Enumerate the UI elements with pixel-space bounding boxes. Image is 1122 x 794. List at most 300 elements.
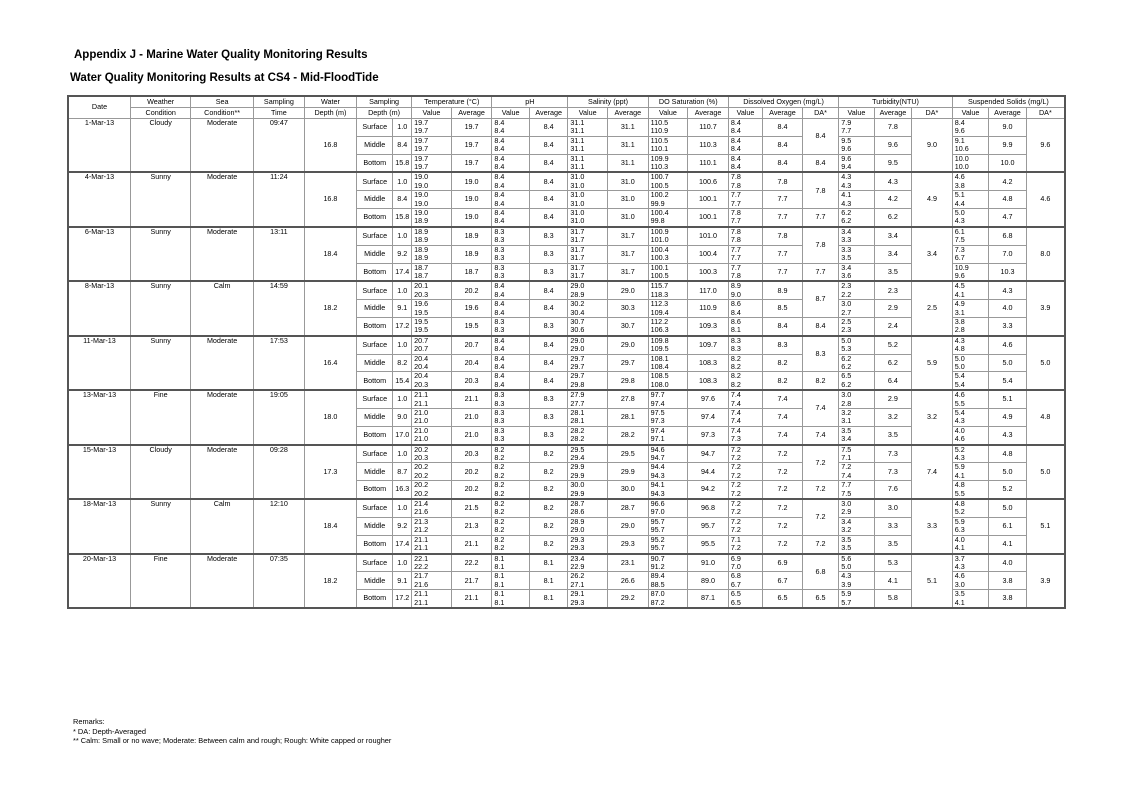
do-saturation-average: 109.7 bbox=[688, 336, 729, 354]
do-saturation-value-2: 94.7 bbox=[650, 453, 665, 463]
do-saturation-average: 97.4 bbox=[688, 409, 729, 427]
turbidity-value-2: 2.2 bbox=[841, 289, 852, 299]
do-saturation-value-1: 100.1 bbox=[650, 263, 669, 272]
ph-average: 8.2 bbox=[529, 445, 568, 463]
turbidity-value-1: 7.9 bbox=[841, 118, 852, 127]
level-name-cell: Middle bbox=[356, 572, 392, 590]
turbidity-values bbox=[839, 463, 874, 481]
level-name-cell: Bottom bbox=[356, 590, 392, 608]
do-saturation-values bbox=[648, 554, 688, 572]
do-saturation-value-2: 100.5 bbox=[650, 180, 669, 190]
dissolved-oxygen-value-2: 9.0 bbox=[730, 289, 741, 299]
do-saturation-values bbox=[648, 499, 688, 517]
suspended-solids-average: 4.7 bbox=[989, 209, 1026, 227]
temperature-values bbox=[412, 317, 452, 335]
suspended-solids-value-1: 9.1 bbox=[954, 136, 965, 145]
date-cell: 4-Mar-13 bbox=[68, 172, 130, 226]
suspended-solids-value-1: 5.1 bbox=[954, 190, 965, 200]
salinity-values bbox=[568, 590, 608, 608]
salinity-values bbox=[568, 209, 608, 227]
level-name-cell: Middle bbox=[356, 517, 392, 535]
salinity-average: 28.1 bbox=[608, 409, 649, 427]
temperature-value-2: 18.9 bbox=[414, 235, 429, 245]
temperature-value-2: 19.0 bbox=[414, 180, 429, 190]
suspended-solids-value-2: 5.4 bbox=[954, 379, 965, 389]
salinity-values bbox=[568, 300, 608, 318]
ph-average: 8.3 bbox=[529, 245, 568, 263]
ph-average: 8.2 bbox=[529, 517, 568, 535]
suspended-solids-value-1: 7.3 bbox=[954, 245, 965, 254]
temperature-value-2: 18.9 bbox=[414, 216, 429, 226]
water-depth-cell: 17.3 bbox=[304, 445, 356, 499]
do-saturation-values bbox=[648, 136, 688, 154]
temperature-average: 19.6 bbox=[451, 300, 492, 318]
temperature-value-2: 20.4 bbox=[414, 361, 429, 371]
suspended-solids-value-2: 4.3 bbox=[954, 416, 965, 426]
salinity-average: 30.7 bbox=[608, 317, 649, 335]
salinity-average: 31.7 bbox=[608, 227, 649, 245]
salinity-value-1: 28.7 bbox=[570, 499, 585, 509]
suspended-solids-average: 9.0 bbox=[989, 119, 1026, 137]
level-name-cell: Middle bbox=[356, 354, 392, 372]
turbidity-values bbox=[839, 336, 874, 354]
suspended-solids-average: 10.0 bbox=[989, 154, 1026, 172]
header-sub-19: DA* bbox=[912, 108, 953, 119]
turbidity-value-2: 6.2 bbox=[841, 216, 852, 226]
ph-value-1: 8.2 bbox=[494, 462, 505, 472]
suspended-solids-value-1: 5.9 bbox=[954, 517, 965, 526]
weather-cell: Sunny bbox=[130, 281, 190, 335]
ph-value-2: 8.4 bbox=[494, 379, 505, 389]
ph-value-1: 8.1 bbox=[494, 553, 505, 563]
temperature-values bbox=[412, 245, 452, 263]
ph-values bbox=[492, 390, 529, 408]
ph-value-2: 8.4 bbox=[494, 198, 505, 208]
suspended-solids-value-2: 3.8 bbox=[954, 180, 965, 190]
salinity-value-1: 30.0 bbox=[570, 480, 585, 490]
dissolved-oxygen-value-2: 8.4 bbox=[730, 162, 741, 172]
header-sub-5: Depth (m) bbox=[356, 108, 411, 119]
ph-value-2: 8.3 bbox=[494, 325, 505, 335]
dissolved-oxygen-average: 8.9 bbox=[763, 281, 803, 299]
do-saturation-value-1: 112.3 bbox=[650, 299, 669, 309]
table-title: Water Quality Monitoring Results at CS4 - Mid-FloodTide bbox=[70, 72, 379, 84]
suspended-solids-value-1: 4.3 bbox=[954, 335, 965, 345]
dissolved-oxygen-average: 7.4 bbox=[763, 426, 803, 444]
level-name-cell: Surface bbox=[356, 390, 392, 408]
salinity-value-1: 31.7 bbox=[570, 263, 585, 272]
do-depth-averaged: 8.7 bbox=[802, 281, 838, 317]
do-saturation-value-1: 89.4 bbox=[650, 571, 665, 581]
temperature-value-2: 18.7 bbox=[414, 270, 429, 280]
do-saturation-average: 87.1 bbox=[688, 590, 729, 608]
dissolved-oxygen-value-1: 7.2 bbox=[730, 444, 741, 454]
level-depth-cell: 17.4 bbox=[393, 535, 412, 553]
header-salinity: Salinity (ppt) bbox=[568, 96, 648, 108]
dissolved-oxygen-average: 8.4 bbox=[763, 119, 803, 137]
table-row bbox=[68, 499, 1065, 517]
salinity-value-1: 31.0 bbox=[570, 190, 585, 200]
level-name-cell: Bottom bbox=[356, 481, 392, 499]
dissolved-oxygen-value-1: 7.2 bbox=[730, 517, 741, 526]
suspended-solids-values bbox=[952, 354, 988, 372]
do-bottom-da: 7.2 bbox=[802, 535, 838, 553]
salinity-average: 31.1 bbox=[608, 136, 649, 154]
do-bottom-da: 8.4 bbox=[802, 154, 838, 172]
ph-average: 8.4 bbox=[529, 154, 568, 172]
do-saturation-average: 94.2 bbox=[688, 481, 729, 499]
suspended-solids-values bbox=[952, 317, 988, 335]
ph-value-2: 8.2 bbox=[494, 543, 505, 553]
suspended-solids-average: 4.8 bbox=[989, 191, 1026, 209]
ph-values bbox=[492, 119, 529, 137]
turbidity-value-2: 3.2 bbox=[841, 525, 852, 535]
do-saturation-values bbox=[648, 590, 688, 608]
temperature-value-2: 21.1 bbox=[414, 543, 429, 553]
ph-average: 8.3 bbox=[529, 227, 568, 245]
do-bottom-da: 7.4 bbox=[802, 426, 838, 444]
salinity-values bbox=[568, 263, 608, 281]
temperature-average: 21.5 bbox=[451, 499, 492, 517]
turbidity-average: 6.4 bbox=[874, 372, 911, 390]
temperature-values bbox=[412, 481, 452, 499]
dissolved-oxygen-value-2: 8.2 bbox=[730, 379, 741, 389]
header-turbidity: Turbidity(NTU) bbox=[839, 96, 953, 108]
time-cell: 09:28 bbox=[253, 445, 304, 499]
ph-value-2: 8.1 bbox=[494, 579, 505, 589]
ph-value-1: 8.3 bbox=[494, 390, 505, 400]
weather-cell: Sunny bbox=[130, 227, 190, 281]
suspended-solids-value-2: 4.3 bbox=[954, 453, 965, 463]
suspended-solids-value-1: 5.4 bbox=[954, 408, 965, 417]
temperature-value-2: 20.2 bbox=[414, 470, 429, 480]
salinity-value-2: 31.7 bbox=[570, 235, 585, 245]
salinity-values bbox=[568, 409, 608, 427]
sea-condition-cell: Calm bbox=[191, 499, 253, 553]
header-do-saturation: DO Saturation (%) bbox=[648, 96, 728, 108]
suspended-solids-values bbox=[952, 426, 988, 444]
suspended-solids-average: 4.0 bbox=[989, 300, 1026, 318]
dissolved-oxygen-value-1: 7.4 bbox=[730, 426, 741, 435]
level-name-cell: Bottom bbox=[356, 154, 392, 172]
ph-value-2: 8.4 bbox=[494, 126, 505, 136]
suspended-solids-value-2: 3.1 bbox=[954, 307, 965, 317]
ph-value-1: 8.3 bbox=[494, 263, 505, 272]
suspended-solids-value-2: 5.5 bbox=[954, 488, 965, 498]
dissolved-oxygen-values bbox=[728, 263, 762, 281]
ph-value-2: 8.4 bbox=[494, 344, 505, 354]
suspended-solids-average: 4.2 bbox=[989, 172, 1026, 190]
salinity-value-2: 31.1 bbox=[570, 144, 585, 154]
suspended-solids-average: 3.3 bbox=[989, 317, 1026, 335]
results-table-wrapper bbox=[67, 95, 1066, 609]
salinity-values bbox=[568, 426, 608, 444]
dissolved-oxygen-value-1: 7.4 bbox=[730, 390, 741, 400]
temperature-values bbox=[412, 227, 452, 245]
header-sub-8: Value bbox=[492, 108, 529, 119]
temperature-value-1: 19.0 bbox=[414, 208, 429, 218]
suspended-solids-average: 5.0 bbox=[989, 499, 1026, 517]
turbidity-depth-averaged: 5.1 bbox=[912, 554, 953, 608]
turbidity-value-1: 3.4 bbox=[841, 226, 852, 236]
suspended-solids-value-1: 8.4 bbox=[954, 118, 965, 127]
salinity-value-1: 31.1 bbox=[570, 154, 585, 163]
level-depth-cell: 8.7 bbox=[393, 463, 412, 481]
turbidity-average: 2.3 bbox=[874, 281, 911, 299]
temperature-value-1: 21.1 bbox=[414, 535, 429, 544]
dissolved-oxygen-value-2: 8.1 bbox=[730, 325, 741, 335]
suspended-solids-value-2: 5.0 bbox=[954, 361, 965, 371]
dissolved-oxygen-average: 8.5 bbox=[763, 300, 803, 318]
turbidity-average: 5.8 bbox=[874, 590, 911, 608]
do-saturation-average: 96.8 bbox=[688, 499, 729, 517]
salinity-average: 29.5 bbox=[608, 445, 649, 463]
turbidity-values bbox=[839, 154, 874, 172]
temperature-value-1: 20.2 bbox=[414, 480, 429, 490]
dissolved-oxygen-average: 8.2 bbox=[763, 354, 803, 372]
dissolved-oxygen-value-2: 6.5 bbox=[730, 597, 741, 607]
salinity-average: 31.1 bbox=[608, 154, 649, 172]
salinity-values bbox=[568, 317, 608, 335]
water-depth-cell: 18.4 bbox=[304, 227, 356, 281]
dissolved-oxygen-average: 7.2 bbox=[763, 463, 803, 481]
salinity-values bbox=[568, 372, 608, 390]
level-depth-cell: 1.0 bbox=[393, 499, 412, 517]
ph-value-2: 8.3 bbox=[494, 270, 505, 280]
ph-average: 8.4 bbox=[529, 354, 568, 372]
salinity-value-2: 27.7 bbox=[570, 398, 585, 408]
ph-average: 8.3 bbox=[529, 263, 568, 281]
do-saturation-value-1: 94.6 bbox=[650, 444, 665, 454]
date-cell: 1-Mar-13 bbox=[68, 119, 130, 173]
temperature-average: 21.0 bbox=[451, 426, 492, 444]
ph-value-1: 8.2 bbox=[494, 444, 505, 454]
dissolved-oxygen-average: 7.2 bbox=[763, 499, 803, 517]
turbidity-average: 2.9 bbox=[874, 300, 911, 318]
dissolved-oxygen-value-2: 7.8 bbox=[730, 180, 741, 190]
suspended-solids-values bbox=[952, 263, 988, 281]
suspended-solids-value-2: 5.5 bbox=[954, 398, 965, 408]
weather-cell: Sunny bbox=[130, 499, 190, 553]
do-saturation-value-1: 110.5 bbox=[650, 136, 669, 145]
dissolved-oxygen-average: 7.4 bbox=[763, 390, 803, 408]
ph-average: 8.1 bbox=[529, 590, 568, 608]
table-body bbox=[68, 119, 1065, 608]
turbidity-average: 4.2 bbox=[874, 191, 911, 209]
dissolved-oxygen-values bbox=[728, 517, 762, 535]
temperature-average: 21.1 bbox=[451, 590, 492, 608]
ph-average: 8.4 bbox=[529, 300, 568, 318]
temperature-values bbox=[412, 517, 452, 535]
do-depth-averaged: 7.8 bbox=[802, 227, 838, 263]
salinity-value-2: 31.0 bbox=[570, 216, 585, 226]
temperature-value-1: 18.7 bbox=[414, 263, 429, 272]
time-cell: 07:35 bbox=[253, 554, 304, 608]
suspended-solids-average: 4.6 bbox=[989, 336, 1026, 354]
salinity-value-1: 29.1 bbox=[570, 589, 585, 599]
do-saturation-value-2: 109.5 bbox=[650, 344, 669, 354]
salinity-value-1: 28.2 bbox=[570, 426, 585, 435]
turbidity-average: 3.4 bbox=[874, 245, 911, 263]
turbidity-value-2: 2.8 bbox=[841, 398, 852, 408]
do-saturation-value-2: 97.3 bbox=[650, 416, 665, 426]
salinity-average: 31.0 bbox=[608, 191, 649, 209]
level-name-cell: Surface bbox=[356, 227, 392, 245]
do-saturation-values bbox=[648, 317, 688, 335]
suspended-solids-value-1: 5.0 bbox=[954, 208, 965, 218]
temperature-value-2: 21.1 bbox=[414, 597, 429, 607]
temperature-values bbox=[412, 172, 452, 190]
turbidity-value-2: 2.7 bbox=[841, 307, 852, 317]
dissolved-oxygen-value-2: 7.7 bbox=[730, 198, 741, 208]
temperature-value-2: 19.5 bbox=[414, 307, 429, 317]
do-bottom-da: 7.2 bbox=[802, 481, 838, 499]
ph-value-2: 8.2 bbox=[494, 470, 505, 480]
salinity-value-2: 29.0 bbox=[570, 525, 585, 535]
ph-value-1: 8.4 bbox=[494, 118, 505, 127]
do-saturation-value-1: 108.1 bbox=[650, 354, 669, 363]
dissolved-oxygen-value-2: 8.4 bbox=[730, 144, 741, 154]
dissolved-oxygen-average: 6.9 bbox=[763, 554, 803, 572]
temperature-value-1: 20.2 bbox=[414, 444, 429, 454]
do-saturation-value-1: 115.7 bbox=[650, 281, 669, 291]
turbidity-value-1: 6.2 bbox=[841, 208, 852, 218]
do-saturation-average: 95.5 bbox=[688, 535, 729, 553]
ph-value-2: 8.4 bbox=[494, 307, 505, 317]
weather-cell: Fine bbox=[130, 390, 190, 444]
suspended-solids-values bbox=[952, 172, 988, 190]
dissolved-oxygen-values bbox=[728, 300, 762, 318]
dissolved-oxygen-values bbox=[728, 119, 762, 137]
salinity-values bbox=[568, 572, 608, 590]
dissolved-oxygen-value-1: 8.4 bbox=[730, 154, 741, 163]
date-cell: 8-Mar-13 bbox=[68, 281, 130, 335]
header-weather: Weather bbox=[130, 96, 190, 108]
salinity-average: 29.3 bbox=[608, 535, 649, 553]
salinity-value-2: 29.7 bbox=[570, 361, 585, 371]
do-depth-averaged: 8.4 bbox=[802, 119, 838, 155]
temperature-values bbox=[412, 445, 452, 463]
turbidity-values bbox=[839, 445, 874, 463]
temperature-value-2: 20.3 bbox=[414, 379, 429, 389]
suspended-solids-average: 5.1 bbox=[989, 390, 1026, 408]
do-saturation-average: 117.0 bbox=[688, 281, 729, 299]
dissolved-oxygen-average: 7.4 bbox=[763, 409, 803, 427]
do-saturation-value-2: 110.9 bbox=[650, 126, 669, 136]
suspended-solids-value-2: 10.6 bbox=[954, 144, 969, 154]
suspended-solids-values bbox=[952, 590, 988, 608]
salinity-average: 31.0 bbox=[608, 209, 649, 227]
salinity-values bbox=[568, 354, 608, 372]
ph-values bbox=[492, 281, 529, 299]
ph-value-2: 8.4 bbox=[494, 162, 505, 172]
temperature-average: 22.2 bbox=[451, 554, 492, 572]
suspended-solids-value-2: 9.6 bbox=[954, 270, 965, 280]
ph-average: 8.4 bbox=[529, 191, 568, 209]
ph-value-1: 8.4 bbox=[494, 371, 505, 381]
dissolved-oxygen-value-1: 7.8 bbox=[730, 172, 741, 182]
ss-depth-averaged: 4.6 bbox=[1026, 172, 1065, 226]
turbidity-values bbox=[839, 281, 874, 299]
dissolved-oxygen-values bbox=[728, 317, 762, 335]
dissolved-oxygen-value-2: 8.3 bbox=[730, 344, 741, 354]
salinity-values bbox=[568, 481, 608, 499]
dissolved-oxygen-value-2: 8.4 bbox=[730, 307, 741, 317]
suspended-solids-value-2: 4.1 bbox=[954, 289, 965, 299]
dissolved-oxygen-value-1: 8.9 bbox=[730, 281, 741, 291]
salinity-value-1: 23.4 bbox=[570, 553, 585, 563]
ph-value-2: 8.4 bbox=[494, 289, 505, 299]
ph-values bbox=[492, 209, 529, 227]
suspended-solids-values bbox=[952, 445, 988, 463]
temperature-values bbox=[412, 119, 452, 137]
turbidity-value-1: 3.5 bbox=[841, 535, 852, 544]
header-sub-18: Average bbox=[874, 108, 911, 119]
turbidity-values bbox=[839, 499, 874, 517]
weather-cell: Cloudy bbox=[130, 445, 190, 499]
level-depth-cell: 1.0 bbox=[393, 227, 412, 245]
time-cell: 13:11 bbox=[253, 227, 304, 281]
turbidity-value-2: 3.4 bbox=[841, 434, 852, 444]
dissolved-oxygen-values bbox=[728, 245, 762, 263]
do-saturation-value-2: 95.7 bbox=[650, 543, 665, 553]
ph-average: 8.1 bbox=[529, 554, 568, 572]
suspended-solids-values bbox=[952, 154, 988, 172]
salinity-average: 30.3 bbox=[608, 300, 649, 318]
suspended-solids-average: 9.9 bbox=[989, 136, 1026, 154]
header-sub-13: Average bbox=[688, 108, 729, 119]
suspended-solids-values bbox=[952, 463, 988, 481]
do-depth-averaged: 7.8 bbox=[802, 172, 838, 208]
temperature-value-2: 21.0 bbox=[414, 434, 429, 444]
do-depth-averaged: 8.3 bbox=[802, 336, 838, 372]
suspended-solids-values bbox=[952, 535, 988, 553]
dissolved-oxygen-value-1: 8.6 bbox=[730, 299, 741, 309]
level-depth-cell: 15.8 bbox=[393, 209, 412, 227]
dissolved-oxygen-average: 7.2 bbox=[763, 535, 803, 553]
salinity-average: 27.8 bbox=[608, 390, 649, 408]
do-saturation-value-1: 87.0 bbox=[650, 589, 665, 599]
suspended-solids-average: 4.3 bbox=[989, 281, 1026, 299]
do-saturation-average: 91.0 bbox=[688, 554, 729, 572]
do-depth-averaged: 6.8 bbox=[802, 554, 838, 590]
suspended-solids-average: 5.0 bbox=[989, 463, 1026, 481]
temperature-value-1: 19.5 bbox=[414, 317, 429, 326]
temperature-average: 20.4 bbox=[451, 354, 492, 372]
suspended-solids-values bbox=[952, 300, 988, 318]
ph-value-1: 8.4 bbox=[494, 354, 505, 363]
header-date: Date bbox=[68, 96, 130, 119]
salinity-value-2: 28.1 bbox=[570, 416, 585, 426]
temperature-value-1: 21.1 bbox=[414, 589, 429, 599]
do-saturation-value-2: 108.0 bbox=[650, 379, 669, 389]
ph-values bbox=[492, 554, 529, 572]
suspended-solids-value-1: 3.7 bbox=[954, 553, 965, 563]
do-saturation-value-1: 100.4 bbox=[650, 208, 669, 218]
temperature-average: 21.0 bbox=[451, 409, 492, 427]
header-sub-7: Average bbox=[451, 108, 492, 119]
ph-values bbox=[492, 445, 529, 463]
header-sub-11: Average bbox=[608, 108, 649, 119]
temperature-values bbox=[412, 426, 452, 444]
suspended-solids-value-1: 4.0 bbox=[954, 426, 965, 435]
header-sub-22: DA* bbox=[1026, 108, 1065, 119]
dissolved-oxygen-value-2: 7.2 bbox=[730, 470, 741, 480]
turbidity-value-1: 2.5 bbox=[841, 317, 852, 326]
level-name-cell: Middle bbox=[356, 191, 392, 209]
ph-values bbox=[492, 154, 529, 172]
dissolved-oxygen-values bbox=[728, 172, 762, 190]
